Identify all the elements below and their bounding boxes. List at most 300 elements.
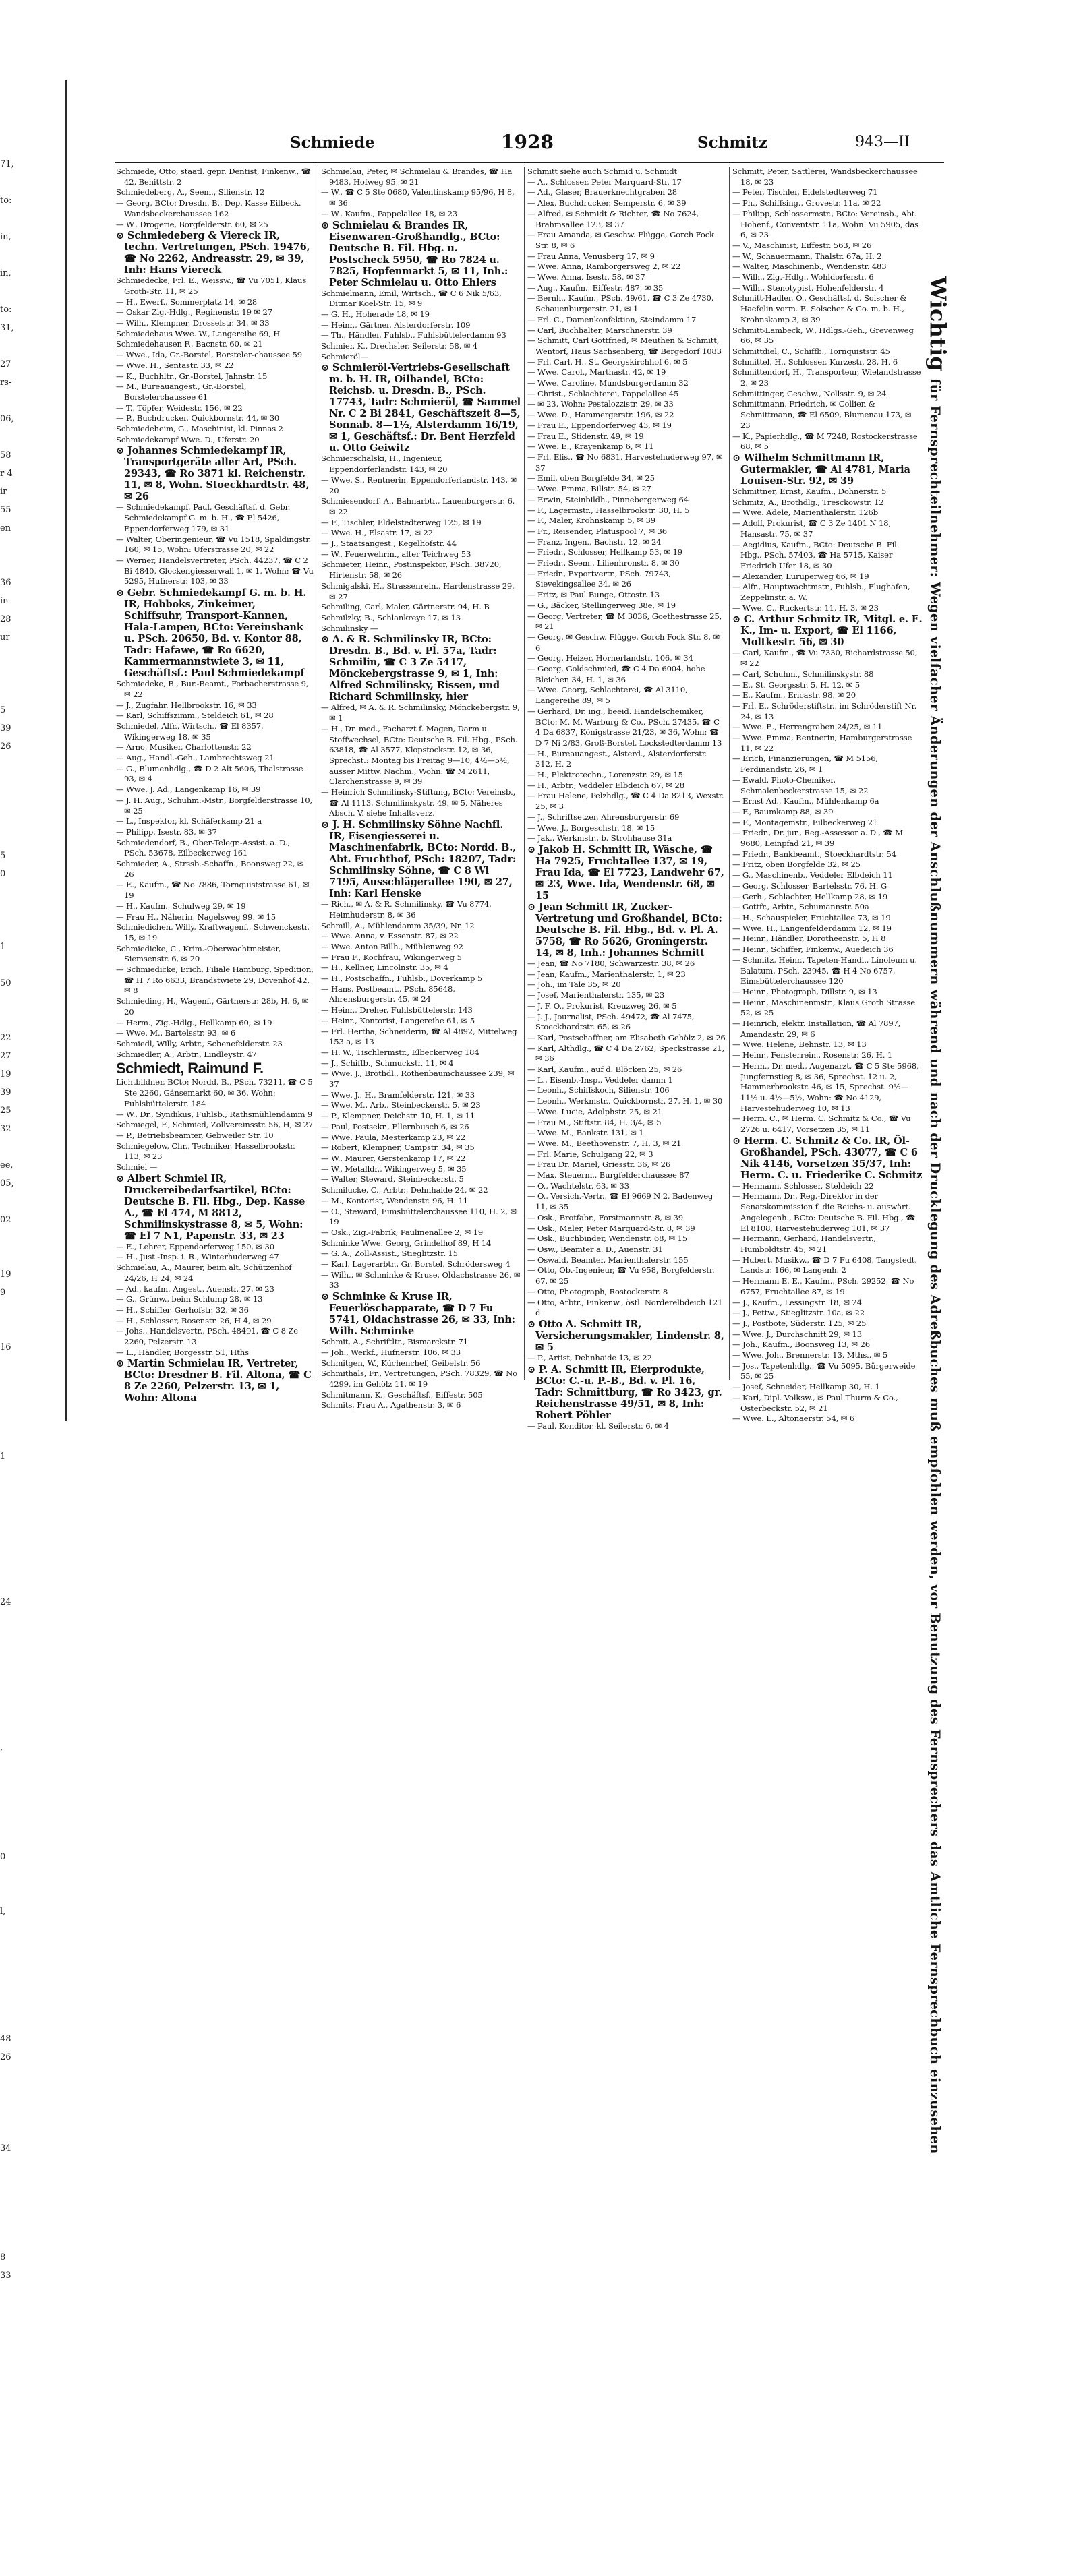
- directory-entry: — P., Artist, Dehnhaide 13, ✉ 22: [527, 1352, 652, 1362]
- directory-entry: — Wwe. C., Ruckertstr. 11, H. 3, ✉ 23: [732, 603, 879, 613]
- previous-page-fragment: [0, 2449, 15, 2467]
- previous-page-fragment: [0, 1702, 15, 1720]
- previous-page-fragment: [0, 556, 15, 574]
- previous-page-fragment: 55: [0, 505, 11, 515]
- previous-page-fragment: [0, 1994, 15, 2012]
- previous-page-fragment: [0, 810, 15, 829]
- previous-page-fragment: [0, 1302, 15, 1320]
- previous-page-fragment: 19: [0, 1069, 11, 1079]
- directory-entry: — Heinr., Photograph, Dillstr. 9, ✉ 13: [732, 986, 877, 996]
- previous-page-fragment: [0, 1247, 15, 1265]
- directory-entry: Schmitgen, W., Küchenchef, Geibelstr. 56: [321, 1358, 481, 1368]
- directory-entry: Schmiedicke, C., Krim.-Oberwachtmeister, Siemsenstr. 6, ✉ 20: [116, 943, 281, 964]
- directory-column-2: [321, 167, 521, 1410]
- previous-page-fragment: [0, 920, 15, 938]
- previous-page-fragment: 22: [0, 1033, 11, 1043]
- directory-entry-highlighted: ⊙ Gebr. Schmiedekampf G. m. b. H. IR, Hobboks, Zinkeimer, Schiffsuhr, Transport-Kannen, Hala-Lampen, BCto: Vereinsbank u. PSch. 20650, Bd. v. Kontor 88, Tadr: Hafawe, ☎ Ro 6620, Kammermannstwiete 3, ✉ 11, Geschäftsf.: Paul Schmiedekampf: [116, 587, 307, 680]
- directory-entry: — H., Arbtr., Veddeler Elbdeich 67, ✉ 28: [527, 780, 684, 790]
- directory-entry: — Hermann, Schlosser, Steldeich 22: [732, 1180, 874, 1191]
- previous-page-fragment: [0, 1138, 15, 1156]
- previous-page-fragment: [0, 1538, 15, 1557]
- directory-entry: — Wwe. Georg, Schlachterei, ☎ Al 3110, Langereihe 89, ✉ 5: [527, 685, 688, 706]
- side-notice-text: [925, 276, 951, 2154]
- directory-entry: — F., Montagemstr., Eilbeckerweg 21: [732, 817, 878, 827]
- previous-page-fragment: 25: [0, 1106, 11, 1116]
- directory-entry: — F., Baumkamp 88, ✉ 39: [732, 806, 834, 816]
- previous-page-fragment: [0, 1502, 15, 1520]
- directory-entry: Schmiegel, F., Schmied, Zollvereinsstr. 56, H, ✉ 27: [116, 1120, 314, 1130]
- directory-entry: Schmierschalski, H., Ingenieur, Eppendorferlandstr. 143, ✉ 20: [321, 454, 448, 475]
- directory-entry: — Joh., Werkf., Hufnerstr. 106, ✉ 33: [321, 1347, 461, 1357]
- directory-entry: — Wwe. Paula, Mesterkamp 23, ✉ 22: [321, 1132, 466, 1142]
- previous-page-column-fragment: [0, 155, 15, 2281]
- previous-page-fragment: 26: [0, 742, 11, 752]
- directory-entry: Schmiede, Otto, staatl. gepr. Dentist, Finkenw., ☎ 42, Benittstr. 2: [116, 167, 311, 187]
- directory-entry: — Alex, Buchdrucker, Semperstr. 6, ✉ 39: [527, 198, 687, 208]
- previous-page-fragment: 24: [0, 1597, 11, 1607]
- directory-entry: — Schmiedekampf, Paul, Geschäftsf. d. Gebr. Schmiedekampf G. m. b. H., ☎ El 5426, Eppendorferweg 179, ✉ 31: [116, 502, 291, 533]
- directory-entry: — H., Postschaffn., Fuhlsb., Doverkamp 5: [321, 974, 483, 984]
- directory-entry: — Philipp, Isestr. 83, ✉ 37: [116, 827, 217, 837]
- previous-page-fragment: [0, 1393, 15, 1411]
- directory-entry: — Gerh., Schlachter, Hellkamp 28, ✉ 19: [732, 891, 888, 901]
- directory-entry: — Otto, Photograph, Rostockerstr. 8: [527, 1286, 668, 1296]
- directory-entry-highlighted: ⊙ Martin Schmielau IR, Vertreter, BCto: Dresdner B. Fil. Altona, ☎ C 8 Ze 2260, Pelzerstr. 13, ✉ 1, Wohn: Altona: [116, 1358, 312, 1404]
- directory-entry: Schmitz, A., Brothdlg., Tresckowstr. 12: [732, 497, 884, 507]
- directory-entry: — H., Kellner, Lincolnstr. 35, ✉ 4: [321, 963, 448, 973]
- directory-entry-highlighted: ⊙ Otto A. Schmitt IR, Versicherungsmakler, Lindenstr. 8, ✉ 5: [527, 1318, 724, 1353]
- directory-entry: — Aug., Handl.-Geh., Lambrechtsweg 21: [116, 753, 274, 763]
- directory-column-1: [116, 167, 314, 1404]
- directory-entry: — J., Schriftsetzer, Ahrensburgerstr. 69: [527, 812, 680, 822]
- directory-entry: — Ernst Ad., Kaufm., Mühlenkamp 6a: [732, 796, 879, 806]
- directory-entry: — Heinr., Gärtner, Alsterdorferstr. 109: [321, 320, 471, 330]
- directory-entry: — Friedr., Bankbeamt., Stoeckhardtstr. 54: [732, 849, 896, 859]
- previous-page-fragment: 27: [0, 359, 11, 369]
- directory-entry: — Osk., Zig.-Fabrik, Paulinenallee 2, ✉ 19: [321, 1227, 484, 1237]
- previous-page-fragment: ir: [0, 487, 7, 497]
- directory-entry: — E., Kaufm., ☎ No 7886, Tornquiststrasse 61, ✉ 19: [116, 880, 310, 901]
- directory-entry: — Josef, Marienthalerstr. 135, ✉ 23: [527, 990, 665, 1000]
- directory-entry: Schmielau, A., Maurer, beim alt. Schützenhof 24/26, H 24, ✉ 24: [116, 1263, 292, 1283]
- directory-entry: — Hermann, Gerhard, Handelsvertr., Humboldtstr. 45, ✉ 21: [732, 1234, 876, 1254]
- directory-entry: Schmiedichen, Willy, Kraftwagenf., Schwenckestr. 15, ✉ 19: [116, 922, 310, 942]
- directory-entry: — ✉ 23, Wohn: Pestalozzistr. 29, ✉ 33: [527, 399, 674, 409]
- previous-page-fragment: [0, 2321, 15, 2339]
- directory-entry: — Alfred, ✉ Schmidt & Richter, ☎ No 7624, Brahmsallee 123, ✉ 37: [527, 208, 699, 229]
- previous-page-fragment: [0, 428, 15, 446]
- directory-entry: — Werner, Handelsvertreter, PSch. 44237, ☎ C 2 Bi 4840, Glockengiesserwall 1, ✉ 1, Wohn: ☎ Vu 5295, Hufnerstr. 103, ✉ 33: [116, 555, 314, 587]
- previous-page-fragment: in,: [0, 232, 11, 242]
- previous-page-fragment: 1: [0, 1451, 6, 1462]
- directory-entry: — J. F. O., Prokurist, Kreuzweg 26, ✉ 5: [527, 1000, 677, 1011]
- directory-entry: — Hubert, Musikw., ☎ D 7 Fu 6408, Tangstedt. Landstr. 166, ✉ Langenh. 2: [732, 1255, 917, 1276]
- directory-entry: — Frl. Elis., ☎ No 6831, Harvestehuderweg 97, ✉ 37: [527, 452, 723, 473]
- directory-entry: — Wwe. Adele, Marienthalerstr. 126b: [732, 508, 879, 518]
- directory-entry: — G., Blumenhdlg., ☎ D 2 Alt 5606, Thalstrasse 93, ✉ 4: [116, 763, 303, 784]
- directory-entry: Schminke Wwe. Georg, Grindelhof 89, H 14: [321, 1238, 492, 1248]
- directory-entry: Schmiedehausen F., Bacnstr. 60, ✉ 21: [116, 339, 263, 349]
- previous-page-fragment: [0, 1466, 15, 1484]
- directory-entry: — Wwe. J. Ad., Langenkamp 16, ✉ 39: [116, 785, 261, 795]
- previous-page-fragment: [0, 337, 15, 355]
- directory-entry: — M., Kontorist, Wendenstr. 96, H. 11: [321, 1195, 468, 1205]
- previous-page-fragment: 32: [0, 1124, 11, 1134]
- previous-page-fragment: [0, 829, 15, 847]
- directory-entry: Schmitmann, K., Geschäftsf., Eiffestr. 505: [321, 1389, 483, 1400]
- directory-entry: — Leonh., Werkmstr., Quickbornstr. 27, H. 1, ✉ 30: [527, 1096, 723, 1106]
- directory-entry: — J., Zugfahr. Hellbrookstr. 16, ✉ 33: [116, 700, 257, 710]
- directory-entry: — Wwe. Carol., Marthastr. 42, ✉ 19: [527, 367, 666, 378]
- directory-entry: — Paul, Konditor, kl. Seilerstr. 6, ✉ 4: [527, 1420, 669, 1431]
- directory-entry: — Oswald, Beamter, Marienthalerstr. 155: [527, 1255, 689, 1265]
- directory-entry: — G., Maschinenb., Veddeler Elbdeich 11: [732, 870, 893, 880]
- directory-entry: — W., Schauermann, Thalstr. 67a, H. 2: [732, 251, 882, 261]
- previous-page-fragment: [0, 537, 15, 556]
- directory-entry: — Carl, Buchhalter, Marschnerstr. 39: [527, 325, 672, 335]
- previous-page-fragment: ee,: [0, 1160, 13, 1170]
- header-page-number: 943—II: [855, 133, 910, 150]
- column-divider: [524, 167, 525, 1380]
- directory-entry-highlighted: ⊙ Schmiedeberg & Viereck IR, techn. Vertretungen, PSch. 19476, ☎ No 2262, Andreasstr. 29, ✉ 39, Inh: Hans Viereck: [116, 230, 310, 276]
- previous-page-fragment: [0, 2503, 15, 2521]
- directory-entry: — Emil, oben Borgfelde 34, ✉ 25: [527, 473, 655, 483]
- directory-entry: — Friedr., Exportvertr., PSch. 79743, Sievekingsallee 34, ✉ 26: [527, 568, 671, 589]
- directory-entry-highlighted: Schmiedt, Raimund F.: [116, 1060, 264, 1077]
- previous-page-fragment: [0, 992, 15, 1011]
- directory-entry: — K., Papierhdlg., ☎ M 7248, Rostockerstrasse 68, ✉ 5: [732, 431, 918, 452]
- previous-page-fragment: en: [0, 523, 11, 533]
- previous-page-fragment: [0, 665, 15, 683]
- previous-page-fragment: [0, 1757, 15, 1775]
- previous-page-fragment: [0, 2230, 15, 2248]
- directory-entry: — Otto, Arbtr., Finkenw., östl. Norderelbdeich 121 d: [527, 1297, 723, 1318]
- directory-entry: Schmill, A., Mühlendamm 35/39, Nr. 12: [321, 920, 475, 930]
- directory-entry: Schmiedeberg, A., Seem., Silienstr. 12: [116, 187, 265, 198]
- previous-page-fragment: 19: [0, 1269, 11, 1280]
- previous-page-fragment: l,: [0, 1907, 6, 1917]
- previous-page-fragment: 0: [0, 1852, 6, 1862]
- directory-entry: Schmiedendorf, B., Ober-Telegr.-Assist. a. D., PSch. 53678, Eilbeckerweg 161: [116, 837, 290, 858]
- directory-entry: — J. H. Aug., Schuhm.-Mstr., Borgfelderstrasse 10, ✉ 25: [116, 795, 313, 816]
- directory-entry: — Wwe. J., Durchschnitt 29, ✉ 13: [732, 1329, 862, 1339]
- directory-entry: Schmigalski, H., Strassenrein., Hardenstrasse 29, ✉ 27: [321, 580, 515, 601]
- directory-entry: Schmithals, Fr., Vertretungen, PSch. 78329, ☎ No 4299, im Gehölz 11, ✉ 19: [321, 1369, 517, 1389]
- directory-entry: — Friedr., Dr. jur., Reg.-Assessor a. D., ☎ M 9680, Leinpfad 21, ✉ 39: [732, 828, 903, 849]
- directory-entry: — Gottfr., Arbtr., Schumannstr. 50a: [732, 902, 869, 912]
- directory-entry: — E., Kaufm., Ericastr. 98, ✉ 20: [732, 690, 856, 700]
- previous-page-fragment: [0, 2521, 15, 2540]
- directory-entry: Schmiegelow, Chr., Techniker, Hasselbrookstr. 113, ✉ 23: [116, 1141, 295, 1162]
- previous-page-fragment: [0, 1229, 15, 1247]
- previous-page-fragment: [0, 1921, 15, 1939]
- previous-page-fragment: 05,: [0, 1178, 14, 1189]
- directory-entry: — Walter, Maschinenb., Wendenstr. 483: [732, 262, 887, 272]
- directory-entry: Schmiling, Carl, Maler, Gärtnerstr. 94, H. B: [321, 602, 490, 612]
- side-notice: [925, 276, 951, 2154]
- directory-entry: — Paul, Postsekr., Ellernbusch 6, ✉ 26: [321, 1121, 469, 1131]
- directory-entry: — Karl, Schiffszimm., Steldeich 61, ✉ 28: [116, 711, 274, 721]
- directory-entry: — J., Postbote, Süderstr. 125, ✉ 25: [732, 1318, 867, 1328]
- directory-entry: — K., Buchhltr., Gr.-Borstel, Jahnstr. 15: [116, 371, 268, 381]
- directory-entry-highlighted: ⊙ Jakob H. Schmitt IR, Wäsche, ☎ Ha 7925, Fruchtallee 137, ✉ 19, Frau Ida, ☎ El 7723, Landwehr 67, ✉ 23, Wwe. Ida, Wendenstr. 68, ✉ 15: [527, 844, 724, 901]
- directory-entry: — H., Ewerf., Sommerplatz 14, ✉ 28: [116, 297, 258, 307]
- directory-entry: Schmiedler, A., Arbtr., Lindleystr. 47: [116, 1049, 257, 1059]
- directory-entry: — Aegidius, Kaufm., BCto: Deutsche B. Fil. Hbg., PSch. 57403, ☎ Ha 5715, Kaiser Friedrich Ufer 18, ✉ 30: [732, 539, 900, 570]
- previous-page-fragment: 28: [0, 614, 11, 624]
- directory-entry: — Osk., Buchbinder, Wendenstr. 68, ✉ 15: [527, 1234, 688, 1244]
- previous-page-fragment: [0, 1193, 15, 1211]
- directory-entry: Schmilucke, C., Arbtr., Dehnhaide 24, ✉ 22: [321, 1185, 488, 1195]
- directory-entry: — Wwe. Anton Billh., Mühlenweg 92: [321, 941, 463, 951]
- directory-entry: Schmielmann, Emil, Wirtsch., ☎ C 6 Nik 5/63, Ditmar Koel-Str. 15, ✉ 9: [321, 288, 502, 309]
- directory-entry: — Wwe. H., Langenfelderdamm 12, ✉ 19: [732, 923, 892, 933]
- previous-page-fragment: r 4: [0, 469, 13, 479]
- previous-page-fragment: 36: [0, 578, 11, 588]
- previous-page-fragment: 06,: [0, 414, 14, 424]
- directory-entry-highlighted: ⊙ Herm. C. Schmitz & Co. IR, Öl-Großhandel, PSch. 43077, ☎ C 6 Nik 4146, Vorsetzen 35/37, Inh: Herm. C. u. Friederike C. Schmitz: [732, 1135, 923, 1181]
- directory-entry: — Wwe. D., Hammergerstr. 196, ✉ 22: [527, 410, 674, 420]
- directory-entry: — H., Kaufm., Schulweg 29, ✉ 19: [116, 901, 246, 911]
- previous-page-fragment: [0, 901, 15, 920]
- previous-page-fragment: [0, 2212, 15, 2230]
- directory-entry: — Heinr., Händler, Dorotheenstr. 5, H 8: [732, 934, 886, 944]
- directory-entry: — Wwe. H., Elsastr. 17, ✉ 22: [321, 528, 433, 538]
- directory-entry: — Georg, Heizer, Hornerlandstr. 106, ✉ 34: [527, 653, 693, 663]
- directory-entry: — Fritz, ✉ Paul Bunge, Ottostr. 13: [527, 590, 660, 600]
- directory-entry: Schmiedekampf Wwe. D., Uferstr. 20: [116, 434, 260, 444]
- directory-entry: — Karl, Althdlg., ☎ C 4 Da 2762, Speckstrasse 21, ✉ 36: [527, 1043, 725, 1064]
- previous-page-fragment: [0, 2376, 15, 2394]
- directory-entry: — Herm. C., ✉ Herm. C. Schmitz & Co., ☎ Vu 2726 u. 6417, Vorsetzen 35, ✉ 11: [732, 1114, 911, 1135]
- directory-entry: — G. A., Zoll-Assist., Stieglitzstr. 15: [321, 1249, 458, 1259]
- previous-page-fragment: [0, 392, 15, 410]
- directory-entry: Schmittel, H., Schlosser, Kurzestr. 28, H. 6: [732, 357, 898, 367]
- directory-entry: — Karl, Dipl. Volksw., ✉ Paul Thurm & Co., Osterbeckstr. 52, ✉ 21: [732, 1392, 898, 1413]
- directory-entry: — E., Lehrer, Eppendorferweg 150, ✉ 30: [116, 1241, 274, 1251]
- directory-entry-highlighted: ⊙ Schmieröl-Vertriebs-Gesellschaft m. b. H. IR, Oilhandel, BCto: Reichsb. u. Dresdn. B., PSch. 17743, Tadr: Schmieröl, ☎ Sammel Nr. C 2 Bi 2841, Geschäftszeit 8—5, Sonnab. 8—1½, Alsterdamm 16/19, ✉ 1, Geschäftsf.: Dr. Bent Herzfeld u. Otto Geiwitz: [321, 362, 521, 454]
- previous-page-fragment: [0, 2394, 15, 2412]
- previous-page-fragment: [0, 756, 15, 774]
- directory-entry: — Wwe. Emma, Billstr. 54, ✉ 27: [527, 484, 651, 494]
- directory-entry: — H., Schiffer, Gerhofstr. 32, ✉ 36: [116, 1305, 249, 1315]
- directory-entry: — W., Drogerie, Borgfelderstr. 60, ✉ 25: [116, 219, 268, 229]
- directory-entry: — W., ☎ C 5 Ste 0680, Valentinskamp 95/96, H 8, ✉ 36: [321, 187, 515, 208]
- previous-page-fragment: [0, 173, 15, 191]
- directory-entry: — Wilh., Stenotypist, Hohenfelderstr. 4: [732, 282, 884, 293]
- directory-entry: — Wwe. E., Herrengraben 24/25, ✉ 11: [732, 722, 883, 732]
- directory-entry: — Jos., Tapetenhdlg., ☎ Vu 5095, Bürgerweide 55, ✉ 25: [732, 1360, 916, 1381]
- directory-entry: — H., Just.-Insp. i. R., Winterhuderweg 47: [116, 1252, 279, 1262]
- directory-entry: — Friedr., Schlosser, Hellkamp 53, ✉ 19: [527, 547, 683, 558]
- previous-page-fragment: [0, 2558, 15, 2576]
- directory-entry: — J. J., Journalist, PSch. 49472, ☎ Al 7475, Stoeckhardtstr. 65, ✉ 26: [527, 1011, 695, 1032]
- directory-entry: — Wilh., ✉ Schminke & Kruse, Oldachstrasse 26, ✉ 33: [321, 1269, 521, 1290]
- directory-entry: — G., Bäcker, Stellingerweg 38e, ✉ 19: [527, 600, 676, 610]
- directory-entry: — Schmiedicke, Erich, Filiale Hamburg, Spedition, ☎ H 7 Ro 6633, Brandstwiete 29, Dovenhof 42, ✉ 8: [116, 965, 314, 996]
- previous-page-fragment: [0, 1720, 15, 1739]
- directory-entry: — L., Eisenb.-Insp., Veddeler damm 1: [527, 1075, 673, 1085]
- directory-entry: Schmilzky, B., Schlankreye 17, ✉ 13: [321, 612, 461, 622]
- directory-entry: — Alfr., Hauptwachtmstr., Fuhlsb., Flughafen, Zeppelinstr. a. W.: [732, 582, 910, 603]
- directory-entry: — Aug., Kaufm., Eiffestr. 487, ✉ 35: [527, 282, 664, 293]
- directory-entry: — W., Maurer, Gerstenkamp 17, ✉ 22: [321, 1154, 466, 1163]
- directory-entry-highlighted: ⊙ Albert Schmiel IR, Druckereibedarfsartikel, BCto: Deutsche B. Fil. Hbg., Dep. Kasse A., ☎ El 474, M 8812, Schmilinskystrasse 8, ✉ 5, Wohn: ☎ El 7 N1, Papenstr. 33, ✉ 23: [116, 1172, 305, 1242]
- previous-page-fragment: 1: [0, 942, 6, 952]
- directory-entry-highlighted: ⊙ C. Arthur Schmitz IR, Mitgl. e. E. K., Im- u. Export, ☎ El 1166, Moltkestr. 56, ✉ 30: [732, 613, 923, 649]
- previous-page-fragment: [0, 1611, 15, 1629]
- previous-page-fragment: ,: [0, 1743, 3, 1753]
- directory-entry: — Leonh., Schiffskoch, Silienstr. 106: [527, 1085, 670, 1096]
- directory-entry: — J., Fettw., Stieglitzstr. 10a, ✉ 22: [732, 1308, 865, 1318]
- directory-entry: Schmieröl—: [321, 351, 368, 361]
- directory-entry: Schmittinger, Geschw., Nollsstr. 9, ✉ 24: [732, 388, 887, 398]
- directory-entry: — Osk., Maler, Peter Marquard-Str. 8, ✉ 39: [527, 1223, 695, 1233]
- directory-entry: — Wwe. J., Brothdl., Rothenbaumchaussee 239, ✉ 37: [321, 1069, 515, 1089]
- directory-entry: — Wwe. Lucie, Adolphstr. 25, ✉ 21: [527, 1106, 662, 1116]
- header-right-keyword: Schmitz: [697, 133, 768, 152]
- previous-page-fragment: [0, 774, 15, 792]
- directory-entry-highlighted: ⊙ P. A. Schmitt IR, Eierprodukte, BCto: C.-u. P.-B., Bd. v. Pl. 16, Tadr: Schmittburg, ☎ Ro 3423, gr. Reichenstrasse 49/51, ✉ 8, Inh: Robert Pöhler: [527, 1363, 722, 1421]
- directory-entry: — L., Händler, Borgesstr. 51, Hths: [116, 1347, 249, 1357]
- directory-entry-highlighted: ⊙ Jean Schmitt IR, Zucker-Vertretung und Großhandel, BCto: Deutsche B. Fil. Hbg., Bd. v. Pl. A. 5758, ☎ Ro 5626, Groningerstr. 14, ✉ 8, Inh.: Johannes Schmitt: [527, 901, 722, 959]
- directory-entry: — Ad., kaufm. Angest., Auenstr. 27, ✉ 23: [116, 1284, 274, 1294]
- directory-entry: — Osw., Beamter a. D., Auenstr. 31: [527, 1244, 663, 1254]
- directory-entry: — Erwin, Steinbildh., Pinnebergerweg 64: [527, 494, 689, 504]
- previous-page-fragment: [0, 1629, 15, 1648]
- directory-entry-highlighted: ⊙ Johannes Schmiedekampf IR, Transportgeräte aller Art, PSch. 29343, ☎ Ro 3871 kl. Reichenstr. 11, ✉ 8, Wohn. Stoeckhardtstr. 48, ✉ 26: [116, 445, 310, 503]
- page-header: [270, 131, 964, 155]
- previous-page-fragment: 39: [0, 723, 11, 733]
- directory-entry: — H., Bureauangest., Alsterd., Alsterdorferstr. 312, H. 2: [527, 748, 707, 769]
- previous-page-fragment: [0, 2085, 15, 2103]
- directory-entry: — Wwe. J., H., Bramfelderstr. 121, ✉ 33: [321, 1089, 475, 1100]
- directory-entry: — W., Feuerwehrm., alter Teichweg 53: [321, 549, 471, 559]
- previous-page-fragment: [0, 683, 15, 701]
- previous-page-fragment: [0, 1375, 15, 1393]
- directory-entry: Schmittendorf, H., Transporteur, Wielandstrasse 2, ✉ 23: [732, 367, 921, 388]
- directory-entry: — G., Grünw., beim Schlump 28, ✉ 13: [116, 1294, 263, 1305]
- directory-entry: — P., Klempner, Deichstr. 10, H. 1, ✉ 11: [321, 1111, 475, 1121]
- directory-entry: — Franz, Ingen., Bachstr. 12, ✉ 24: [527, 537, 662, 547]
- directory-entry: — Wwe. Emma, Rentnerin, Hamburgerstrasse 11, ✉ 22: [732, 733, 912, 753]
- directory-entry: — H., Elektrotechn., Lorenzstr. 29, ✉ 15: [527, 770, 683, 780]
- directory-entry: — Gerhard, Dr. ing., beeid. Handelschemiker, BCto: M. M. Warburg & Co., PSch. 27435, ☎ C 4 Da 6837, Königstrasse 21/23, ✉ 36, Wohn: ☎ D 7 Ni 2/83, Groß-Borstel, Lockstedterdamm 13: [527, 706, 722, 748]
- directory-entry: — Hermann, Dr., Reg.-Direktor in der Senatskommission f. die Reichs- u. auswärt. Angelegenh., BCto: Deutsche B. Fil. Hbg., ☎ El 8108, Harvestehuderweg 101, ✉ 37: [732, 1191, 916, 1233]
- directory-entry: — O., Versich.-Vertr., ☎ El 9669 N 2, Badenweg 11, ✉ 35: [527, 1191, 713, 1212]
- directory-entry: — Max, Steuerm., Burgfelderchaussee 87: [527, 1170, 689, 1180]
- directory-entry: — V., Maschinist, Eiffestr. 563, ✉ 26: [732, 240, 872, 250]
- directory-entry: — Heinr., Kontorist, Langereihe 61, ✉ 5: [321, 1015, 475, 1025]
- previous-page-fragment: [0, 1884, 15, 1903]
- previous-page-fragment: [0, 1320, 15, 1338]
- directory-entry: — Wilh., Zig.-Hdlg., Wohldorferstr. 6: [732, 272, 874, 282]
- directory-entry: Schmiedehaus Wwe. W., Langereihe 69, H: [116, 328, 281, 338]
- directory-entry: — Hermann E. E., Kaufm., PSch. 29252, ☎ No 6757, Fruchtallee 87, ✉ 19: [732, 1276, 914, 1296]
- directory-entry: Schmit, A., Schriftltr., Bismarckstr. 71: [321, 1337, 468, 1347]
- previous-page-fragment: to:: [0, 196, 12, 206]
- previous-page-fragment: 50: [0, 978, 11, 988]
- previous-page-fragment: [0, 1866, 15, 1884]
- directory-entry: — H., Schlosser, Rosenstr. 26, H 4, ✉ 29: [116, 1315, 272, 1325]
- directory-entry: — W., Kaufm., Pappelallee 18, ✉ 23: [321, 208, 458, 218]
- previous-page-fragment: [0, 2176, 15, 2194]
- previous-page-fragment: [0, 2194, 15, 2212]
- directory-entry: — M., Bureauangest., Gr.-Borstel, Borstelerchaussee 61: [116, 382, 247, 402]
- previous-page-fragment: 34: [0, 2143, 11, 2153]
- directory-entry: — Georg, Goldschmied, ☎ C 4 Da 6004, hohe Bleichen 34, H. 1, ✉ 36: [527, 664, 705, 684]
- directory-entry: — Carl, Kaufm., ☎ Vu 7330, Richardstrasse 50, ✉ 22: [732, 648, 918, 669]
- directory-entry: — Wwe. E., Krayenkamp 6, ✉ 11: [527, 442, 654, 452]
- previous-page-fragment: [0, 2430, 15, 2449]
- previous-page-fragment: rs-: [0, 378, 12, 388]
- previous-page-fragment: [0, 1975, 15, 1994]
- directory-entry: — W., Dr., Syndikus, Fuhlsb., Rathsmühlendamm 9: [116, 1109, 313, 1119]
- previous-page-fragment: [0, 1484, 15, 1502]
- previous-page-fragment: [0, 792, 15, 810]
- directory-entry: Lichtbildner, BCto: Nordd. B., PSch. 73211, ☎ C 5 Ste 2260, Gänsemarkt 60, ✉ 36, Wohn: Fuhlsbüttelerstr. 184: [116, 1077, 313, 1108]
- directory-entry: Schmiedel, Alfr., Wirtsch., ☎ El 8357, Wikingerweg 18, ✉ 35: [116, 721, 264, 742]
- previous-page-fragment: [0, 2412, 15, 2430]
- directory-entry: Schmitt-Hadler, O., Geschäftsf. d. Solscher & Haefelin vorm. E. Solscher & Co. m. b. H., Krohnskamp 3, ✉ 39: [732, 293, 907, 324]
- directory-entry: — O., Wachtelstr. 63, ✉ 33: [527, 1180, 629, 1191]
- directory-entry-highlighted: ⊙ J. H. Schmilinsky Söhne Nachfl. IR, Eisengiesserei u. Maschinenfabrik, BCto: Nordd. B., Abt. Fruchthof, PSch: 18207, Tadr: Schmilinsky Söhne, ☎ C 8 Wi 7195, Ausschlägerallee 190, ✉ 27, Inh: Karl Henske: [321, 819, 517, 900]
- directory-entry: — O., Steward, Eimsbüttelerchaussee 110, H. 2, ✉ 19: [321, 1206, 517, 1227]
- directory-entry: — Bernh., Kaufm., PSch. 49/61, ☎ C 3 Ze 4730, Schauenburgerstr. 21, ✉ 1: [527, 293, 714, 314]
- directory-entry: — Christ., Schlachterei, Pappelallee 45: [527, 388, 679, 398]
- previous-page-fragment: 5: [0, 705, 6, 715]
- previous-page-fragment: [0, 1411, 15, 1429]
- directory-entry: Schmier, K., Drechsler, Seilerstr. 58, ✉ 4: [321, 341, 478, 351]
- directory-entry: — Arno, Musiker, Charlottenstr. 22: [116, 742, 252, 752]
- directory-entry: — Frl. C., Damenkonfektion, Steindamm 17: [527, 314, 697, 324]
- directory-entry: — Heinrich, elektr. Installation, ☎ Al 7897, Amandastr. 29, ✉ 6: [732, 1019, 901, 1039]
- directory-entry: — Rich., ✉ A. & R. Schmilinsky, ☎ Vu 8774, Heimhuderstr. 8, ✉ 36: [321, 899, 492, 920]
- directory-entry: — Wwe. Caroline, Mundsburgerdamm 32: [527, 378, 689, 388]
- previous-page-fragment: [0, 1356, 15, 1375]
- directory-entry: — Wwe. Helene, Behnstr. 13, ✉ 13: [732, 1040, 867, 1050]
- previous-page-fragment: 39: [0, 1087, 11, 1098]
- directory-entry: — Fritz, oben Borgfelde 32, ✉ 25: [732, 860, 861, 870]
- directory-entry: — Wwe. Anna, Isestr. 58, ✉ 37: [527, 272, 645, 282]
- directory-entry: — Wilh., Klempner, Drosselstr. 34, ✉ 33: [116, 318, 270, 328]
- directory-entry-highlighted: ⊙ Schmielau & Brandes IR, Eisenwaren-Großhandlg., BCto: Deutsche B. Fil. Hbg. u. Postscheck 5950, ☎ Ro 7824 u. 7825, Hopfenmarkt 5, ✉ 11, Inh.: Peter Schmielau u. Otto Ehlers: [321, 219, 508, 289]
- directory-entry: — Wwe. M., Beethovenstr. 7, H. 3, ✉ 21: [527, 1138, 682, 1148]
- directory-entry: Schmieding, H., Wagenf., Gärtnerstr. 28b, H. 6, ✉ 20: [116, 996, 309, 1017]
- previous-page-fragment: [0, 1811, 15, 1830]
- directory-entry: Schmieder, A., Strssb.-Schaffn., Boonsweg 22, ✉ 26: [116, 859, 304, 879]
- previous-page-fragment: 26: [0, 2052, 11, 2062]
- directory-entry: — Wwe. L., Altonaerstr. 54, ✉ 6: [732, 1414, 855, 1424]
- directory-entry: Schmiesendorf, A., Bahnarbtr., Lauenburgerstr. 6, ✉ 22: [321, 496, 515, 516]
- directory-entry: — Heinr., Dreher, Fuhlsbüttelerstr. 143: [321, 1005, 473, 1015]
- side-notice-lead: Wichtig: [925, 276, 951, 371]
- directory-entry: — Frau Amanda, ✉ Geschw. Flügge, Gorch Fock Str. 8, ✉ 6: [527, 230, 714, 250]
- directory-entry: — H., Dr. med., Facharzt f. Magen, Darm u. Stoffwechsel, BCto: Deutsche B. Fil. Hbg., PSch. 63818, ☎ Al 3577, Klopstockstr. 12, ✉ 36, Sprechst.: Montag bis Freitag 9—10, 4½—5½, ausser Mittw. Nachm., Wohn: ☎ M 2611, Clarchenstrasse 9, ✉ 39: [321, 723, 518, 787]
- directory-entry: — Wwe. J., Borgeschstr. 18, ✉ 15: [527, 822, 655, 833]
- directory-entry: Schmiel —: [116, 1162, 158, 1172]
- previous-page-fragment: [0, 1648, 15, 1666]
- previous-page-fragment: [0, 1957, 15, 1975]
- directory-entry: — Karl, Lagerarbtr., Gr. Borstel, Schrödersweg 4: [321, 1259, 511, 1269]
- previous-page-fragment: [0, 883, 15, 901]
- previous-page-fragment: [0, 210, 15, 228]
- directory-entry-highlighted: ⊙ A. & R. Schmilinsky IR, BCto: Dresdn. B., Bd. v. Pl. 57a, Tadr: Schmilin, ☎ C 3 Ze 5417, Mönckebergstrasse 9, ✉ 1, Inh: Alfred Schmilinsky, Rissen, und Richard Schmilinsky, hier: [321, 634, 500, 703]
- directory-entry: — Heinr., Fensterrein., Rosenstr. 26, H. 1: [732, 1050, 893, 1060]
- previous-page-fragment: 33: [0, 2271, 11, 2281]
- directory-entry: — J., Staatsangest., Kegelhofstr. 44: [321, 539, 457, 549]
- directory-entry: — Wwe. H., Sentastr. 33, ✉ 22: [116, 360, 234, 370]
